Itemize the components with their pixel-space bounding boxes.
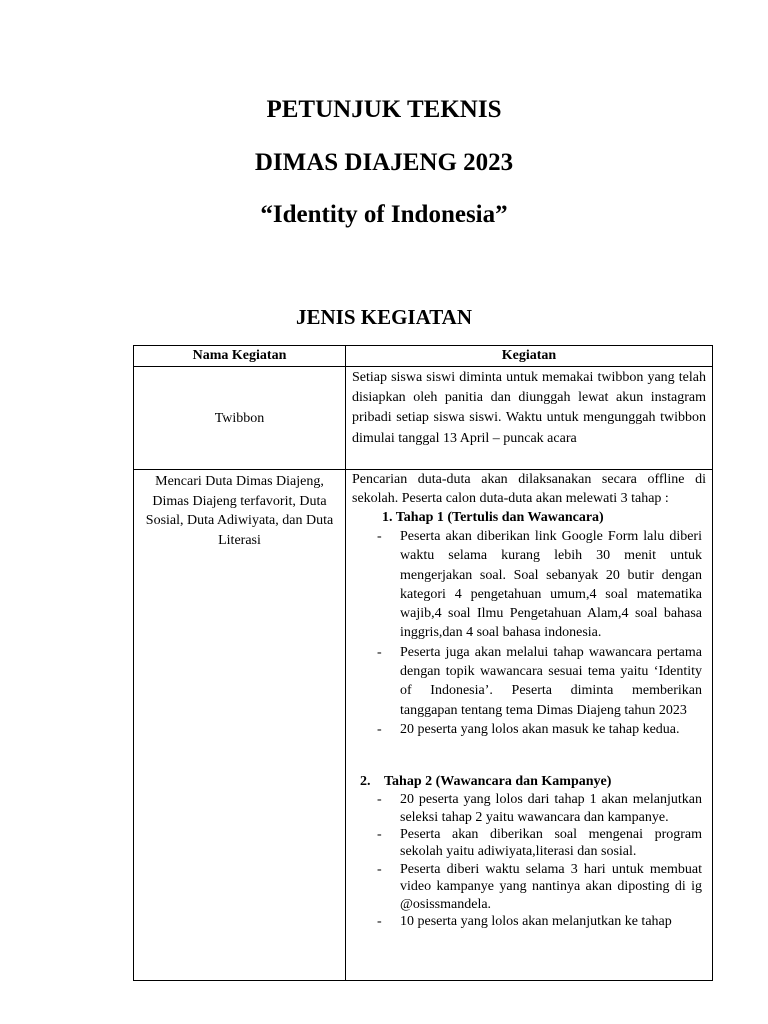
list-item — [377, 720, 702, 739]
list-item-text: Peserta akan diberikan link Google Form lalu diberi waktu selama kurang lebih 30 menit untuk mengerjakan soal. Soal sebanyak 20 butir dengan kategori 4 pengetahuan umum,4 soal matematika wajib,4 soal Ilmu Pengetahuan Alam,4 soal bahasa inggris,dan 4 soal bahasa indonesia. — [400, 529, 702, 641]
title-block-3 — [0, 199, 768, 231]
list-item — [377, 826, 702, 861]
list-item-text: Peserta juga akan melalui tahap wawancara pertama dengan topik wawancara sesuai tema yaitu ‘Identity of Indonesia’. Peserta diminta memberikan tanggapan tentang tema Dimas Diajeng tahun 2023 — [400, 644, 702, 718]
list-item-text: 20 peserta yang lolos dari tahap 1 akan melanjutkan seleksi tahap 2 yaitu wawancara dan kampanye. — [400, 792, 702, 825]
stage-heading-text: Tahap 2 (Wawancara dan Kampanye) — [384, 774, 612, 790]
list-item-text: Peserta diberi waktu selama 3 hari untuk membuat video kampanye yang nantinya akan diposting di ig @osissmandela. — [400, 861, 702, 912]
list-item — [377, 791, 702, 826]
table-cell-name — [134, 367, 346, 470]
theme-title: “Identity of Indonesia” — [260, 201, 508, 228]
table-cell-description — [346, 470, 713, 981]
activity-description: Setiap siswa siswi diminta untuk memakai twibbon yang telah disiapkan oleh panitia dan diunggah lewat akun instagram pribadi setiap siswa siswi. Waktu untuk mengunggah twibbon dimulai tanggal 13 April – puncak acara — [352, 370, 706, 446]
section-title: JENIS KEGIATAN — [295, 305, 472, 329]
table-cell-description — [346, 367, 713, 470]
table-cell-name — [134, 470, 346, 981]
table-header-row — [134, 346, 713, 367]
dash-bullet: - — [377, 792, 382, 808]
stage-heading — [346, 772, 712, 791]
event-title: DIMAS DIAJENG 2023 — [254, 149, 514, 176]
list-item — [377, 861, 702, 913]
list-item-text: 20 peserta yang lolos akan masuk ke tahap kedua. — [400, 721, 680, 737]
dash-bullet: - — [377, 529, 382, 544]
table-row — [134, 470, 713, 981]
title-block-2 — [0, 147, 768, 179]
dash-bullet: - — [377, 861, 382, 877]
activity-name: Twibbon — [214, 410, 265, 426]
title-block-1 — [0, 94, 768, 126]
column-header-activity: Kegiatan — [346, 346, 713, 367]
activity-intro: Pencarian duta-duta akan dilaksanakan secara offline di sekolah. Peserta calon duta-duta akan melewati 3 tahap : — [352, 472, 706, 506]
table-row — [134, 367, 713, 470]
dash-bullet: - — [377, 827, 382, 843]
dash-bullet: - — [377, 914, 382, 930]
stage-heading: 1. Tahap 1 (Tertulis dan Wawancara) — [382, 510, 604, 525]
column-header-name: Nama Kegiatan — [134, 346, 346, 367]
stage-number: 2. — [360, 774, 371, 790]
document-title: PETUNJUK TEKNIS — [266, 96, 502, 123]
activity-name: Mencari Duta Dimas Diajeng, Dimas Diajeng terfavorit, Duta Sosial, Duta Adiwiyata, dan Duta Literasi — [145, 474, 334, 548]
list-item-text: Peserta akan diberikan soal mengenai program sekolah yaitu adiwiyata,literasi dan sosial. — [400, 827, 702, 860]
activity-details — [346, 470, 712, 980]
list-item-text: 10 peserta yang lolos akan melanjutkan ke tahap — [400, 914, 672, 930]
stage-1-list — [346, 527, 712, 739]
list-item — [377, 527, 702, 643]
activities-table — [133, 345, 713, 981]
dash-bullet: - — [377, 721, 382, 737]
stage-2-list — [346, 791, 712, 930]
list-item — [377, 643, 702, 720]
section-block — [0, 303, 768, 331]
dash-bullet: - — [377, 644, 382, 660]
list-item — [377, 913, 702, 930]
